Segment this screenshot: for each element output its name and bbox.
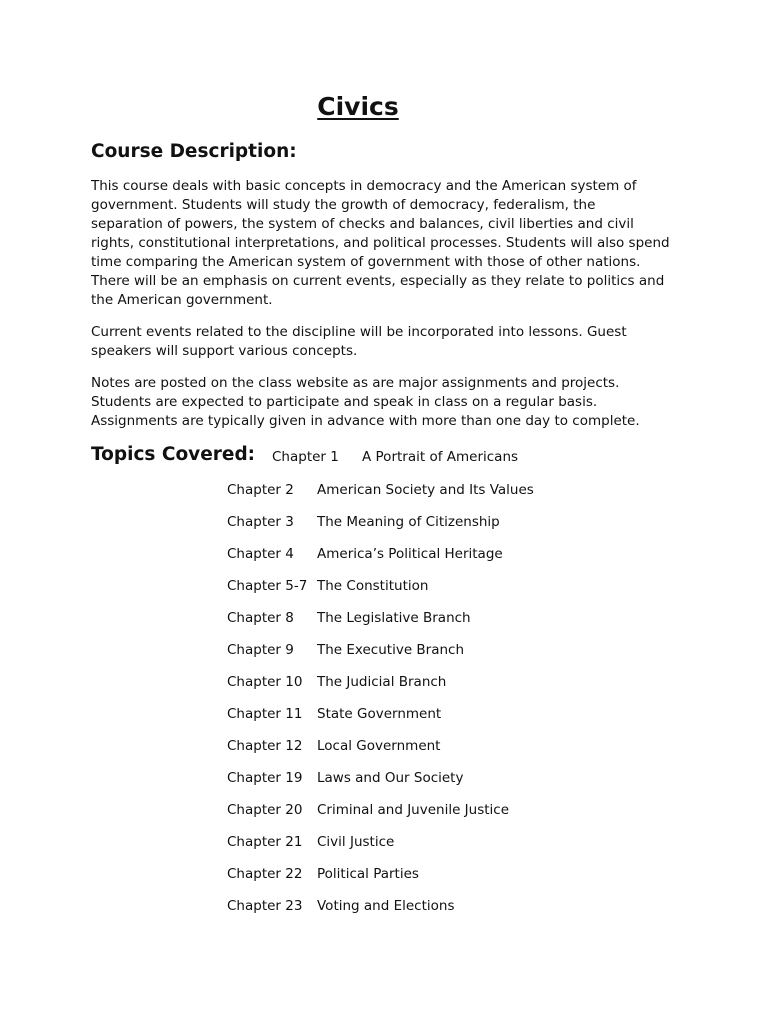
chapter-number: Chapter 22 (227, 866, 303, 882)
chapter-title: Civil Justice (317, 834, 395, 850)
chapter-number: Chapter 19 (227, 770, 303, 786)
chapter-number: Chapter 9 (227, 642, 294, 658)
chapter-title: The Legislative Branch (317, 610, 471, 626)
chapter-title: Local Government (317, 738, 441, 754)
description-paragraph-2: Current events related to the discipline will be incorporated into lessons. Guest speakers will support various concepts. (91, 324, 627, 359)
chapter-number: Chapter 12 (227, 738, 303, 754)
course-description-heading: Course Description: (91, 141, 297, 162)
chapter-number: Chapter 11 (227, 706, 303, 722)
chapter-title: The Constitution (317, 578, 429, 594)
chapter-title: State Government (317, 706, 442, 722)
chapter-number: Chapter 8 (227, 610, 294, 626)
chapter-title: Criminal and Juvenile Justice (317, 802, 510, 818)
chapter-number: Chapter 5-7 (227, 578, 308, 594)
chapter-title: The Meaning of Citizenship (317, 514, 500, 530)
chapter-number: Chapter 23 (227, 898, 303, 914)
chapter-number: Chapter 1 (272, 449, 339, 465)
chapter-title: America’s Political Heritage (317, 546, 503, 562)
chapter-number: Chapter 2 (227, 482, 294, 498)
chapter-title: Laws and Our Society (317, 770, 464, 786)
chapter-number: Chapter 4 (227, 546, 294, 562)
description-paragraph-1: This course deals with basic concepts in democracy and the American system of government. Students will study the growth of democracy, federalism, the separation of powers, the system of checks and balances, civil liberties and civil rights, constitutional interpretations, and political processes. Students will also spend time comparing the American system of government with those of other nations. There will be an emphasis on current events, especially as they relate to politics and the American government. (91, 178, 670, 308)
chapter-title: The Executive Branch (317, 642, 465, 658)
chapter-number: Chapter 10 (227, 674, 303, 690)
chapter-title: Political Parties (317, 866, 419, 882)
chapter-title: Voting and Elections (317, 898, 455, 914)
document-title: Civics (317, 92, 399, 121)
chapter-title: The Judicial Branch (317, 674, 447, 690)
description-paragraph-3: Notes are posted on the class website as are major assignments and projects. Students are expected to participate and speak in class on a regular basis. Assignments are typically given in advance with more than one day to complete. (91, 375, 640, 429)
topics-covered-heading: Topics Covered: (91, 444, 256, 465)
chapter-title: American Society and Its Values (317, 482, 534, 498)
chapter-title: A Portrait of Americans (362, 449, 519, 465)
chapter-number: Chapter 21 (227, 834, 303, 850)
chapter-number: Chapter 20 (227, 802, 303, 818)
chapter-number: Chapter 3 (227, 514, 294, 530)
